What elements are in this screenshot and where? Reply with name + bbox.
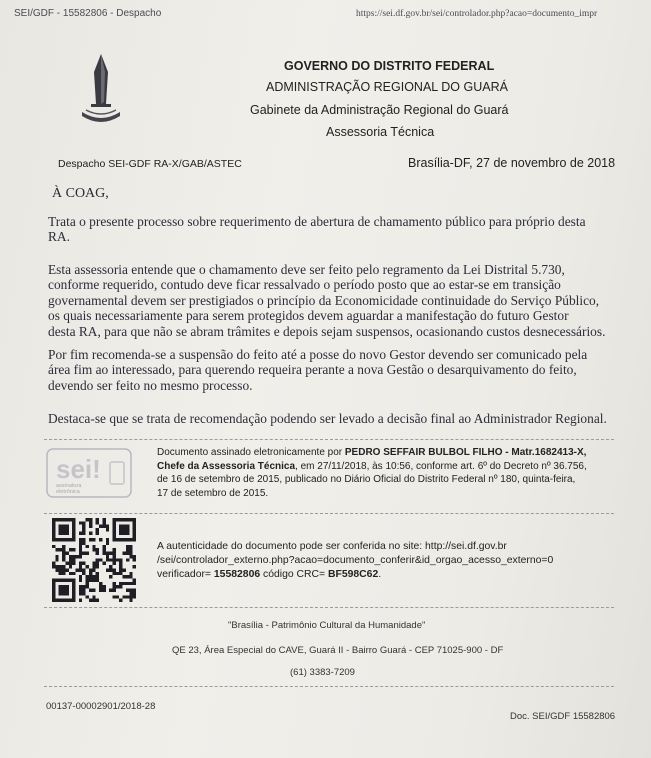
footer-motto: "Brasília - Patrimônio Cultural da Humanidade" — [228, 620, 426, 631]
signer-role: Chefe da Assessoria Técnica — [157, 460, 296, 472]
paragraph-2 — [48, 262, 605, 339]
despacho-date: Brasília-DF, 27 de novembro de 2018 — [408, 156, 616, 170]
despacho-identifier: Despacho SEI-GDF RA-X/GAB/ASTEC — [58, 158, 242, 170]
authenticity-line-2: /sei/controlador_externo.php?acao=documento_conferir&id_orgao_acesso_externo=0 — [157, 554, 554, 566]
signature-line-3: de 16 de setembro de 2015, publicado no Diário Oficial do Distrito Federal nº 180, quinta-feira, — [157, 474, 576, 486]
letterhead-government: GOVERNO DO DISTRITO FEDERAL — [284, 59, 495, 73]
authenticity-line-3 — [157, 568, 553, 582]
verifier-label: verificador= — [157, 568, 214, 580]
divider — [44, 439, 614, 440]
paragraph-line: Por fim recomenda-se a suspensão do feito até a posse do novo Gestor devendo ser comunicado pela — [48, 347, 588, 362]
signer-name: PEDRO SEFFAIR BULBOL FILHO - Matr.1682413-X, — [344, 447, 587, 458]
authenticity-line-1: A autenticidade do documento pode ser conferida no site: http://sei.df.gov.br — [157, 541, 507, 552]
document-number: Doc. SEI/GDF 15582806 — [510, 711, 616, 722]
signature-block — [157, 446, 587, 500]
svg-text:assinatura: assinatura — [56, 483, 82, 489]
crc-label: código CRC= — [260, 568, 328, 580]
divider — [44, 607, 614, 608]
signature-line-4: 17 de setembro de 2015. — [157, 487, 269, 499]
crc-end: . — [378, 568, 382, 580]
print-header-left: SEI/GDF - 15582806 - Despacho — [14, 8, 162, 19]
svg-text:sei!: sei! — [56, 454, 101, 484]
qr-code-icon — [52, 518, 136, 602]
paragraph-line: Trata o presente processo sobre requerimento de abertura de chamamento público para próprio desta — [48, 214, 586, 229]
process-number: 00137-00002901/2018-28 — [46, 701, 156, 712]
salutation: À COAG, — [52, 186, 109, 201]
footer-address: QE 23, Área Especial do CAVE, Guará II - Bairro Guará - CEP 71025-900 - DF — [172, 645, 504, 656]
divider — [44, 513, 614, 514]
paragraph-3 — [48, 347, 587, 393]
letterhead-cabinet: Gabinete da Administração Regional do Guará — [250, 103, 509, 117]
paragraph-line: Destaca-se que se trata de recomendação podendo ser levado a decisão final ao Administrador Regional. — [48, 411, 607, 426]
print-header-url: https://sei.df.gov.br/sei/controlador.php?acao=documento_impr — [356, 9, 598, 19]
crc-code: BF598C62 — [327, 568, 379, 580]
brasilia-emblem-icon — [78, 52, 124, 128]
paragraph-line: RA. — [48, 229, 70, 245]
paragraph-line: os quais necessariamente para serem protegidos devem aguardar a manifestação do futuro Gestor — [48, 308, 569, 324]
paragraph-1 — [48, 214, 586, 245]
letterhead-administration: ADMINISTRAÇÃO REGIONAL DO GUARÁ — [266, 80, 508, 94]
divider — [44, 686, 614, 687]
paragraph-line: governamental devem ser prestigiados o princípio da Economicidade continuidade do Serviço Público, — [48, 292, 600, 308]
letterhead-department: Assessoria Técnica — [326, 125, 435, 139]
paragraph-line: conforme requerido, contudo deve ficar ressalvado o período posto que ao estar-se em transição — [48, 277, 561, 293]
paragraph-line: desta RA, para que não se abram trâmites e depois sejam suspensos, ocasionando custos desnecessários. — [48, 323, 606, 339]
signature-date: , em 27/11/2018, às 10:56, conforme art. 6º do Decreto nº 36.756, — [295, 460, 587, 472]
signature-prefix: Documento assinado eletronicamente por — [157, 447, 345, 458]
sei-signature-logo-icon — [46, 448, 132, 498]
paragraph-line: área fim ao interessado, para querendo requeira perante a nova Gestão o desarquivamento do feito, — [48, 362, 577, 378]
paragraph-line: devendo ser feito no mesmo processo. — [48, 377, 253, 393]
svg-text:eletrônica: eletrônica — [56, 489, 80, 495]
signature-line-2 — [157, 460, 587, 474]
paragraph-4 — [48, 411, 607, 426]
verifier-code: 15582806 — [213, 568, 261, 580]
authenticity-block — [157, 540, 553, 581]
paragraph-line: Esta assessoria entende que o chamamento deve ser feito pelo regramento da Lei Distrital 5.730, — [48, 262, 565, 277]
signature-line-1 — [157, 446, 587, 460]
footer-phone: (61) 3383-7209 — [290, 667, 355, 678]
